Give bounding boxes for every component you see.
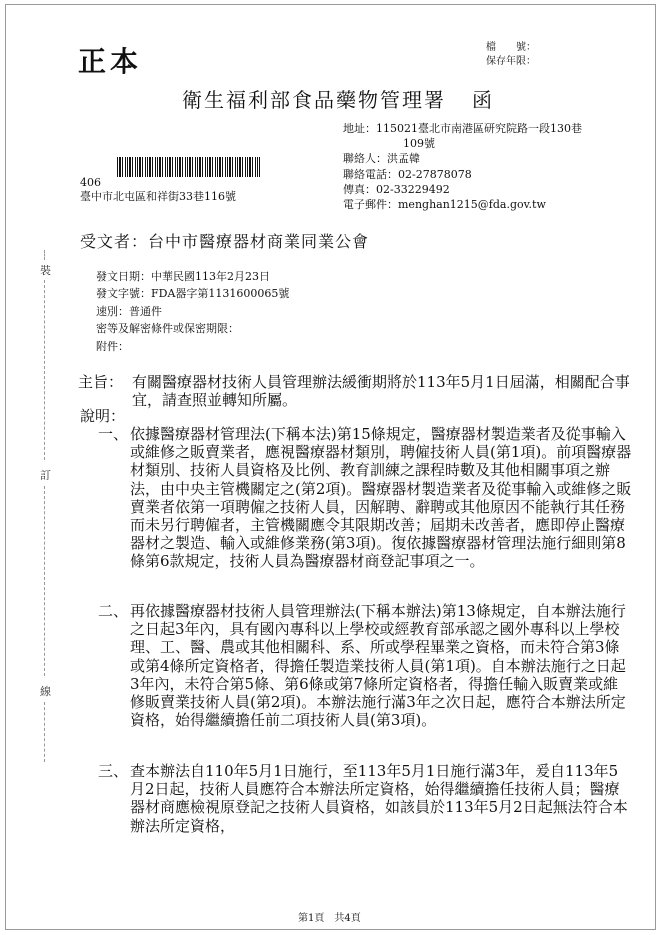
contact-block [343,121,582,212]
contact-address: 地址：115021臺北市南港區研究院路一段130巷 [343,122,582,135]
agency-header [182,84,494,113]
binding-line-segment [44,280,45,460]
postal-block [80,176,236,204]
explanation-item [98,425,633,571]
document-meta [96,268,289,355]
attachments: 附件： [96,339,129,353]
issue-date: 發文日期：中華民國113年2月23日 [96,270,270,283]
archive-number-label: 檔 號： [486,42,536,53]
explanation-label: 說明： [80,407,126,425]
contact-fax: 傳真：02-33229492 [343,182,450,196]
barcode [117,157,260,177]
item-number: 三、 [98,762,129,780]
contact-phone: 聯絡電話：02-27878078 [343,167,472,181]
item-number: 二、 [98,602,129,620]
agency-name: 衛生福利部食品藥物管理署 [182,88,446,112]
subject-label: 主旨： [78,373,124,391]
subject-block [78,373,638,409]
binding-mark-top: 裝 [40,264,51,277]
original-stamp: 正本 [78,45,143,78]
contact-person: 聯絡人：洪孟韓 [343,152,420,166]
postal-code: 406 [80,176,101,189]
doc-type: 函 [472,88,494,112]
item-text: 再依據醫療器材技術人員管理辦法(下稱本辦法)第13條規定，自本辦法施行之日起3年內，具有國內專科以上學校或經教育部承認之國外專科以上學校理、工、醫、農或其他相關科、系、所或學程畢業之資格，而未符合第3條或第4條所定資格者，得擔任製造業技術人員(第1項)。自本辦法施行之日起3年內，未符合第5條、第6條或第7條所定資格者，得擔任輸入販賣業或維修販賣業技術人員(第2項)。本辦法施行滿3年之次日起，應符合本辦法所定資格，始得繼續擔任前二項技術人員(第3項)。 [130,602,626,730]
binding-mark-middle: 訂 [40,469,51,482]
retention-period-label: 保存年限： [486,56,536,67]
item-text: 依據醫療器材管理法(下稱本法)第15條規定，醫療器材製造業者及從事輸入或維修之販賣業者，應視醫療器材類別，聘僱技術人員(第1項)。前項醫療器材類別、技術人員資格及比例、教育訓練之課程時數及其他相關事項之辦法，由中央主管機關定之(第2項)。醫療器材製造業者及從事輸入或維修之販賣業者依第一項聘僱之技術人員，因解聘、辭聘或其他原因不能執行其任務而未另行聘僱者，主管機關應令其限期改善；屆期未改善者，應即停止醫療器材之製造、輸入或維修業務(第3項)。復依據醫療器材管理法施行細則第8條第6款規定，技術人員為醫療器材商登記事項之一。 [130,425,632,571]
binding-mark-bottom: 線 [40,685,51,698]
subject-text: 有關醫療器材技術人員管理辦法緩衝期將於113年5月1日屆滿，相關配合事宜，請查照並轉知所屬。 [132,373,630,409]
explanation-item [98,762,633,835]
archive-info [486,41,536,69]
secrecy-level: 密等及解密條件或保密期限： [96,322,239,336]
recipient: 受文者：台中市醫療器材商業同業公會 [80,232,370,251]
page-footer: 第1頁 共4頁 [298,913,361,924]
explanation-item [98,602,633,729]
item-number: 一、 [98,425,129,443]
binding-line-segment [44,250,45,260]
issue-number: 發文字號：FDA器字第1131600065號 [96,287,290,301]
item-text: 查本辦法自110年5月1日施行，至113年5月1日施行滿3年，爰自113年5月2日起，技術人員應符合本辦法所定資格，始得繼續擔任技術人員；醫療器材商應檢視原登記之技術人員資格，如該員於113年5月2日起無法符合本辦法所定資格， [130,762,628,835]
binding-line-segment [44,702,45,762]
contact-address-cont: 109號 [403,137,435,151]
postal-address: 臺中市北屯區和祥街33巷116號 [80,190,236,203]
binding-line-segment [44,486,45,676]
delivery-speed: 速別：普通件 [96,304,162,318]
contact-email: 電子郵件：menghan1215@fda.gov.tw [343,198,546,212]
